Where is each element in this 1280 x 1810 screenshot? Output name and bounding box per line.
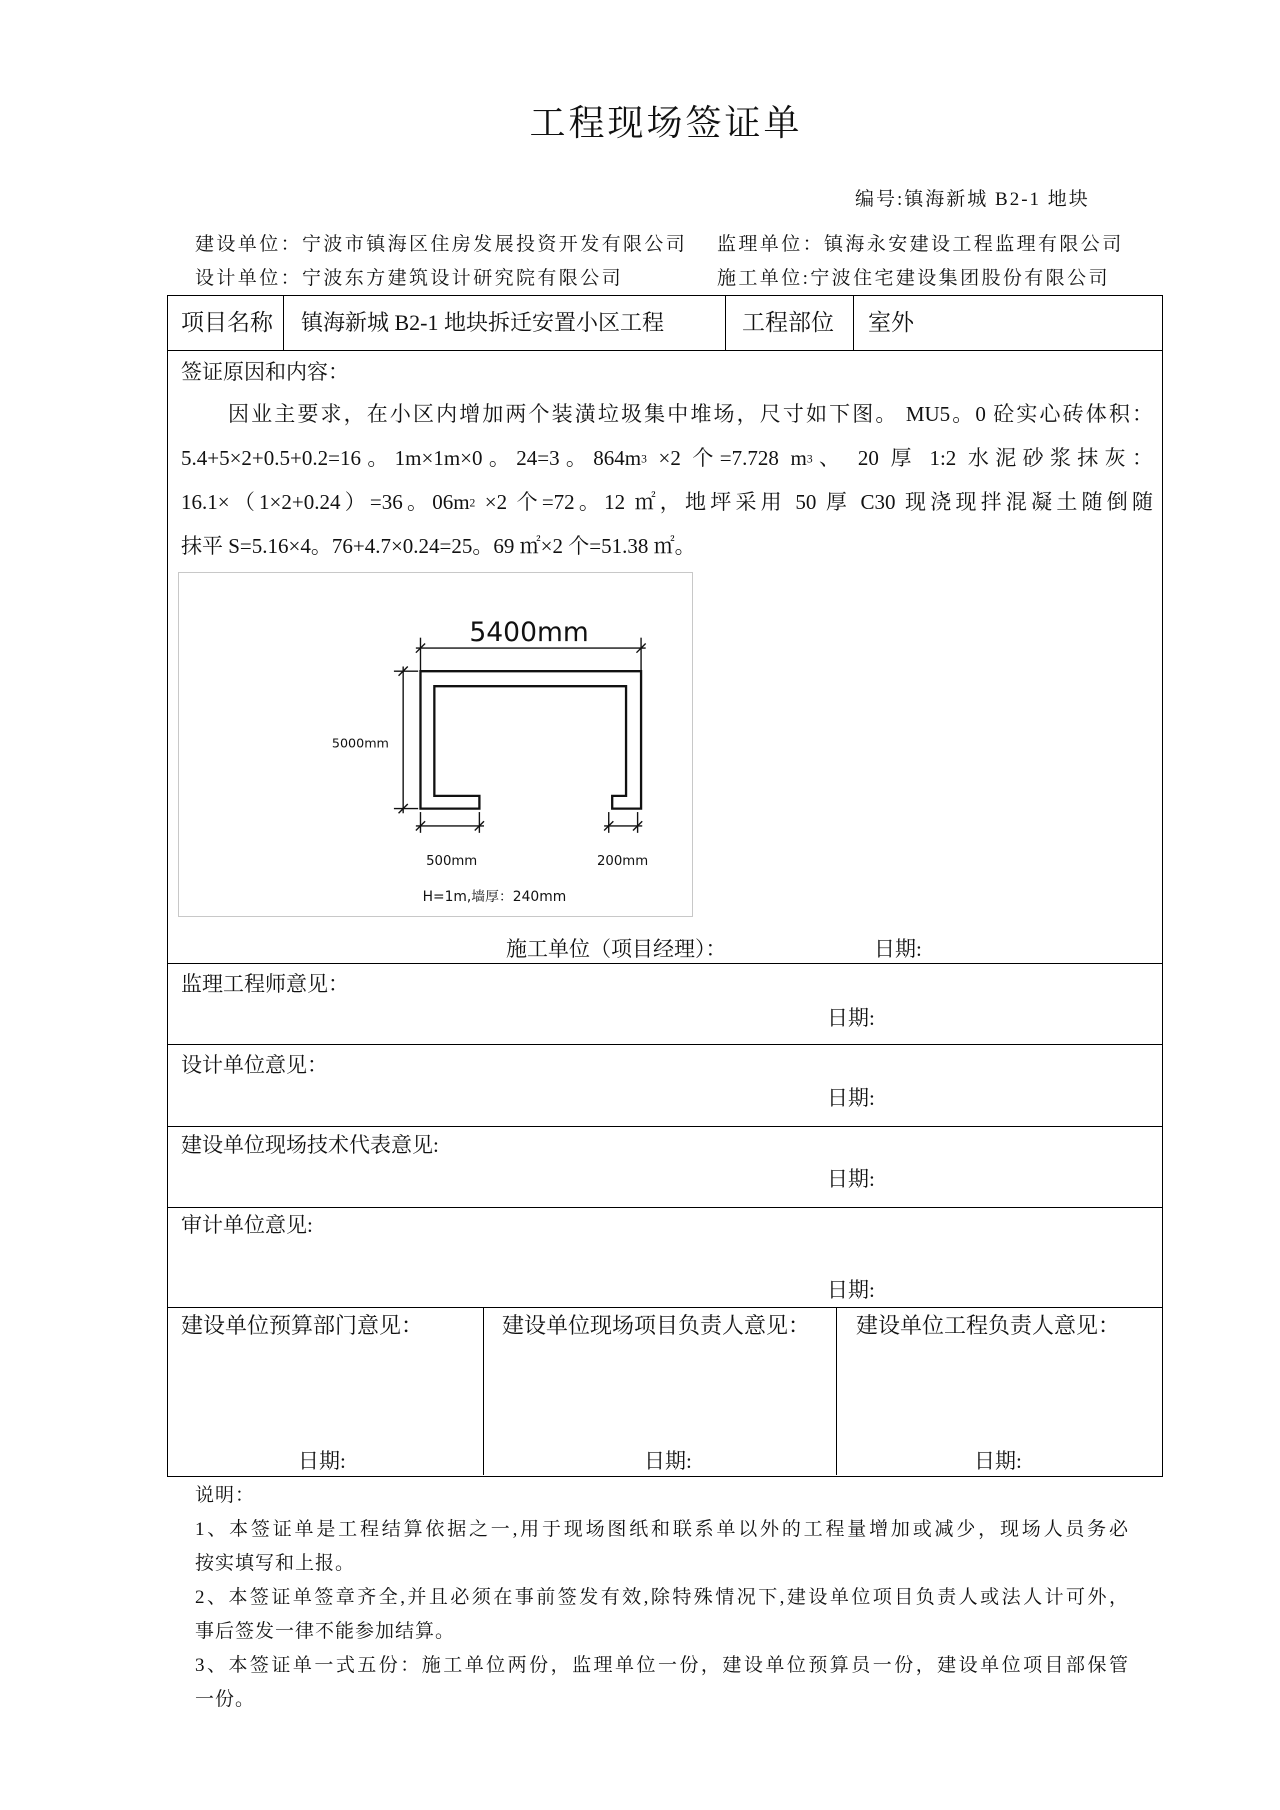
content-text: 16.1×（1×2+0.24）=36。06m — [181, 490, 470, 514]
content-line — [181, 392, 1153, 436]
supervisor-unit: 监理单位：镇海永安建设工程监理有限公司 — [717, 234, 1124, 255]
column-divider — [853, 296, 854, 350]
designer-unit: 设计单位：宁波东方建筑设计研究院有限公司 — [195, 268, 624, 289]
engineering-lead-opinion-date: 日期: — [974, 1449, 1022, 1473]
content-line — [181, 480, 1153, 524]
width-dimension-label: 5400mm — [469, 617, 589, 649]
row-divider — [168, 1126, 1162, 1127]
document-title: 工程现场签证单 — [529, 103, 803, 143]
supervisor-opinion-date: 日期: — [827, 1006, 875, 1030]
unit-exponent: 2 — [469, 497, 476, 510]
project-name-value: 镇海新城 B2-1 地块拆迁安置小区工程 — [301, 310, 665, 335]
right-return-label: 200mm — [597, 854, 649, 870]
column-divider — [836, 1307, 837, 1475]
contractor-unit: 施工单位:宁波住宅建设集团股份有限公司 — [717, 268, 1110, 289]
note-line: 3、本签证单一式五份：施工单位两份，监理单位一份，建设单位预算员一份，建设单位项目部保管 — [195, 1655, 1129, 1676]
content-text: 5.4+5×2+0.5+0.2=16。1m×1m×0。24=3。864m — [181, 446, 642, 470]
project-location-label: 工程部位 — [742, 310, 834, 335]
project-location-value: 室外 — [868, 310, 914, 335]
supervisor-opinion-label: 监理工程师意见： — [181, 972, 349, 996]
note-line: 按实填写和上报。 — [195, 1553, 356, 1574]
visa-form-table — [167, 295, 1163, 1477]
note-line: 事后签发一律不能参加结算。 — [195, 1621, 456, 1642]
audit-opinion-date: 日期: — [827, 1278, 875, 1302]
note-line: 2、本签证单签章齐全,并且必须在事前签发有效,除特殊情况下,建设单位项目负责人或法人计可外， — [195, 1587, 1129, 1608]
content-text: 因业主要求，在小区内增加两个装潢垃圾集中堆场，尺寸如下图。 MU5。0 砼实心砖体积： — [228, 402, 1153, 426]
budget-dept-opinion-date: 日期: — [298, 1449, 346, 1473]
content-text: 抹平 S=5.16×4。76+4.7×0.24=25。69 ㎡×2 个=51.38 ㎡。 — [181, 534, 696, 558]
row-divider — [168, 1307, 1162, 1308]
audit-opinion-label: 审计单位意见: — [181, 1213, 313, 1237]
height-dimension-label: 5000mm — [331, 735, 389, 751]
contractor-sign-date: 日期: — [874, 937, 922, 961]
left-return-label: 500mm — [426, 854, 478, 870]
budget-dept-opinion-label: 建设单位预算部门意见： — [181, 1313, 424, 1338]
site-manager-opinion-label: 建设单位现场项目负责人意见： — [502, 1313, 811, 1338]
owner-unit: 建设单位：宁波市镇海区住房发展投资开发有限公司 — [195, 234, 688, 255]
site-plan-drawing — [179, 573, 692, 916]
contractor-sign-label: 施工单位（项目经理）： — [506, 937, 727, 961]
site-manager-opinion-date: 日期: — [644, 1449, 692, 1473]
owner-rep-opinion-label: 建设单位现场技术代表意见: — [181, 1133, 439, 1157]
serial-number: 编号:镇海新城 B2-1 地块 — [855, 189, 1090, 210]
content-line — [181, 524, 1153, 568]
row-divider — [168, 963, 1162, 964]
notes-section — [195, 1479, 1129, 1717]
content-text: 、 20 厚 1:2 水泥砂浆抹灰： — [812, 446, 1154, 470]
content-text: ×2 个=72。12 ㎡，地坪采用 50 厚 C30 现浇现拌混凝土随倒随 — [475, 490, 1153, 514]
engineering-lead-opinion-label: 建设单位工程负责人意见： — [856, 1313, 1121, 1338]
content-text: ×2 个=7.728 m — [646, 446, 807, 470]
column-divider — [283, 296, 284, 350]
wall-outline — [420, 671, 641, 808]
diagram-caption: H=1m,墙厚：240mm — [422, 888, 567, 905]
column-divider — [483, 1307, 484, 1475]
site-plan-diagram — [178, 572, 693, 917]
note-line: 1、本签证单是工程结算依据之一,用于现场图纸和联系单以外的工程量增加或减少，现场人员务必 — [195, 1519, 1129, 1540]
owner-rep-opinion-date: 日期: — [827, 1167, 875, 1191]
note-line: 一份。 — [195, 1689, 256, 1710]
designer-opinion-date: 日期: — [827, 1086, 875, 1110]
notes-heading: 说明： — [195, 1485, 256, 1506]
row-divider — [168, 350, 1162, 351]
row-divider — [168, 1044, 1162, 1045]
column-divider — [725, 296, 726, 350]
content-label: 签证原因和内容： — [181, 360, 349, 384]
unit-exponent: 3 — [641, 453, 647, 466]
project-name-label: 项目名称 — [181, 310, 273, 335]
unit-exponent: 3 — [806, 453, 813, 466]
row-divider — [168, 1207, 1162, 1208]
content-line — [181, 436, 1153, 480]
content-paragraph — [181, 392, 1153, 568]
designer-opinion-label: 设计单位意见： — [181, 1053, 328, 1077]
